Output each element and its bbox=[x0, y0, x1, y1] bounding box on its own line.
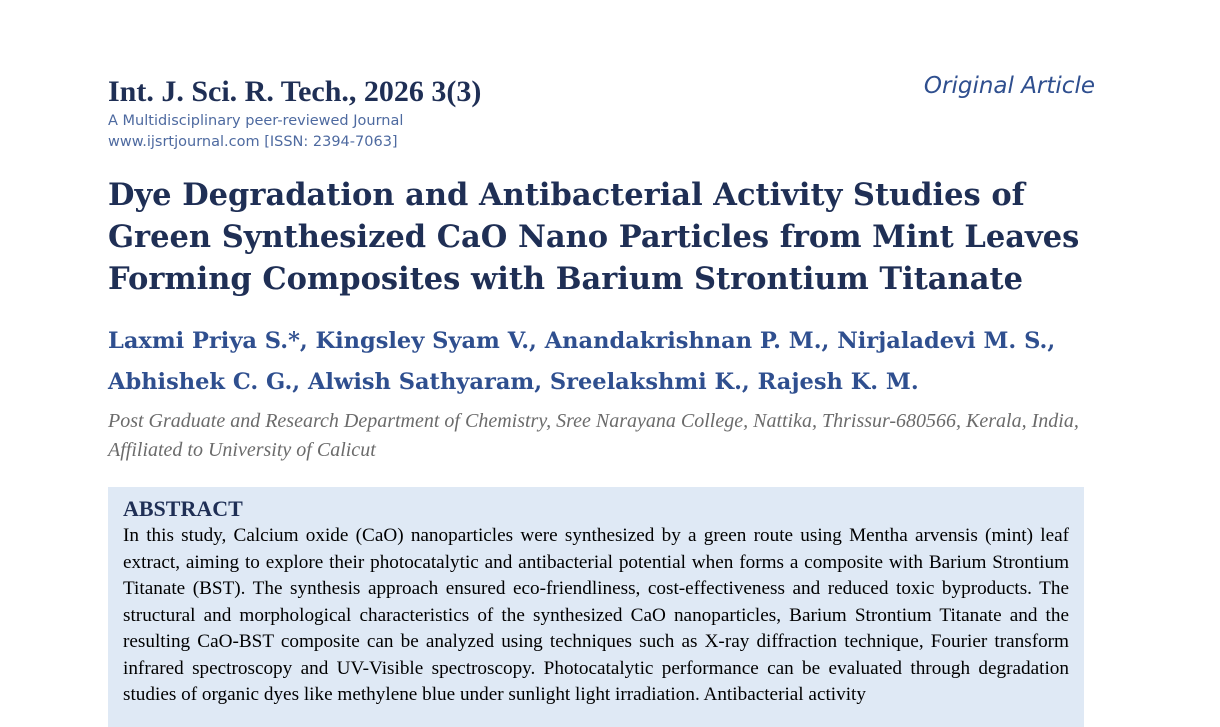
abstract-heading: ABSTRACT bbox=[123, 496, 243, 521]
article-type-label: Original Article bbox=[923, 73, 1095, 99]
journal-website[interactable]: www.ijsrtjournal.com [ISSN: 2394-7063] bbox=[108, 134, 398, 150]
journal-title: Int. J. Sci. R. Tech., 2026 3(3) bbox=[108, 75, 482, 108]
author-affiliation: Post Graduate and Research Department of Chemistry, Sree Narayana College, Nattika, Thrissur-680566, Kerala, India, Affiliated to University of Calicut bbox=[108, 410, 1079, 461]
abstract-text: In this study, Calcium oxide (CaO) nanoparticles were synthesized by a green route using Mentha arvensis (mint) leaf extract, aiming to explore their photocatalytic and antibacterial potential when forms a composite with Barium Strontium Titanate (BST). The synthesis approach ensured eco-friendliness, cost-effectiveness and reduced toxic byproducts. The structural and morphological characteristics of the synthesized CaO nanoparticles, Barium Strontium Titanate and the resulting CaO-BST composite can be analyzed using techniques such as X-ray diffraction technique, Fourier transform infrared spectroscopy and UV-Visible spectroscopy. Photocatalytic performance can be evaluated through degradation studies of organic dyes like methylene blue under sunlight light irradiation. Antibacterial activity bbox=[123, 525, 1069, 705]
author-list: Laxmi Priya S.*, Kingsley Syam V., Anandakrishnan P. M., Nirjaladevi M. S., Abhishek C. G., Alwish Sathyaram, Sreelakshmi K., Rajesh K. M. bbox=[108, 328, 1056, 395]
journal-tagline: A Multidisciplinary peer-reviewed Journal bbox=[108, 113, 404, 129]
paper-title: Dye Degradation and Antibacterial Activity Studies of Green Synthesized CaO Nano Particles from Mint Leaves Forming Composites with Barium Strontium Titanate bbox=[108, 177, 1080, 297]
abstract-section bbox=[108, 487, 1084, 727]
